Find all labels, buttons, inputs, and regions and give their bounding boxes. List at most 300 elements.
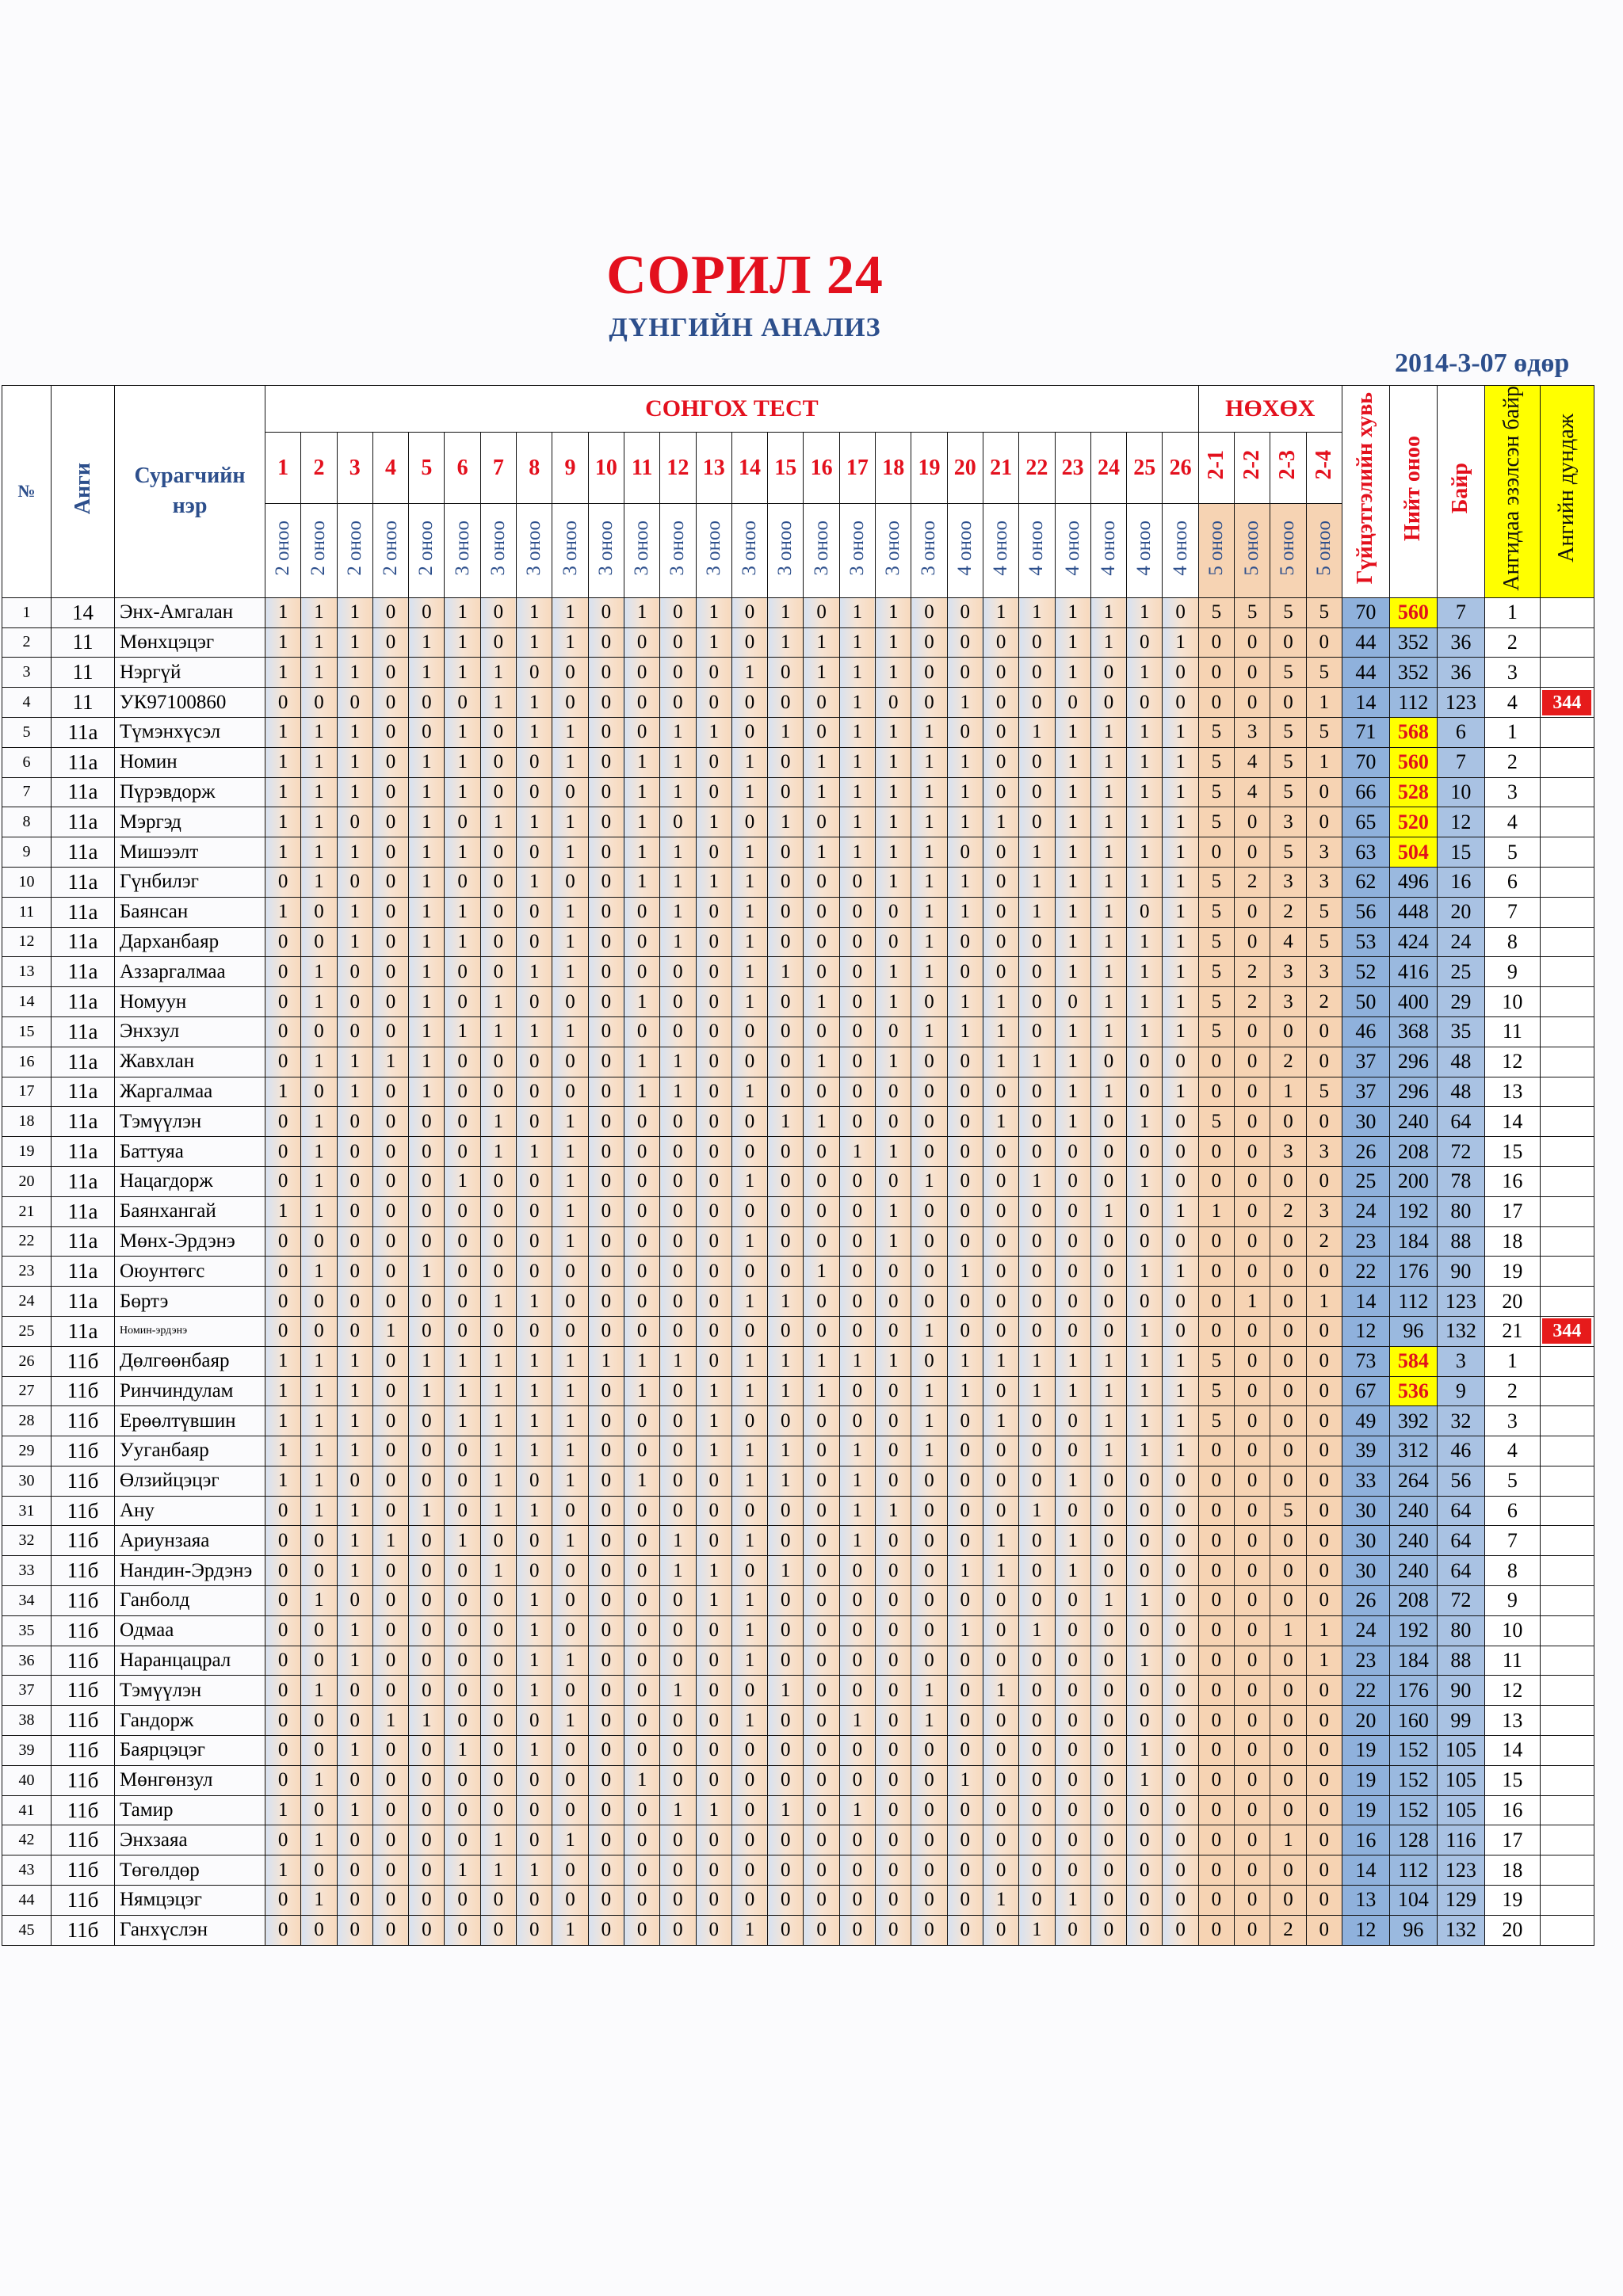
answer-cell: 1 [911,777,947,807]
student-name: Өлзийцэцэг [115,1466,265,1496]
answer-cell: 1 [1163,927,1198,957]
answer-cell: 1 [1055,658,1090,688]
class-avg-cell [1540,1706,1594,1736]
answer-cell: 1 [1127,658,1163,688]
answer-cell: 0 [1090,1226,1126,1257]
answer-cell: 1 [624,747,659,777]
answer-cell: 0 [372,1166,408,1196]
answer-cell: 1 [480,1346,516,1376]
rank-cell: 3 [1437,1346,1484,1376]
answer-cell: 1 [947,987,983,1017]
answer-cell: 0 [337,1137,372,1167]
answer-cell: 0 [624,1855,659,1886]
answer-cell: 1 [1163,1406,1198,1436]
answer-cell: 1 [517,1586,552,1616]
class-rank-cell: 3 [1484,777,1540,807]
class-avg-badge: 344 [1542,1318,1591,1344]
answer-cell: 0 [445,1077,480,1107]
answer-cell: 1 [445,1166,480,1196]
open-answer-cell: 0 [1235,688,1270,718]
answer-cell: 1 [445,597,480,627]
row-number: 38 [2,1706,52,1736]
answer-cell: 1 [265,807,301,837]
answer-cell: 0 [409,1137,445,1167]
total-cell: 208 [1389,1586,1437,1616]
answer-cell: 1 [1055,777,1090,807]
row-class: 11а [52,1196,115,1226]
rank-cell: 36 [1437,627,1484,658]
answer-cell: 0 [768,658,804,688]
answer-cell: 0 [804,1886,839,1916]
open-answer-cell: 0 [1198,1316,1234,1346]
answer-cell: 0 [409,1196,445,1226]
rank-cell: 64 [1437,1526,1484,1556]
answer-cell: 1 [1127,1646,1163,1676]
answer-cell: 1 [1090,867,1126,897]
answer-cell: 0 [839,1166,875,1196]
table-row [2,1825,1594,1855]
answer-cell: 1 [337,1615,372,1646]
answer-cell: 0 [660,688,696,718]
answer-cell: 1 [1055,597,1090,627]
table-row [2,1137,1594,1167]
answer-cell: 1 [696,807,731,837]
answer-cell: 1 [265,1855,301,1886]
answer-cell: 0 [768,987,804,1017]
answer-cell: 0 [1090,658,1126,688]
percent-cell: 30 [1342,1107,1389,1137]
answer-cell: 0 [696,1196,731,1226]
answer-cell: 1 [517,597,552,627]
answer-cell: 0 [983,1196,1018,1226]
answer-cell: 1 [947,747,983,777]
class-rank-cell: 6 [1484,867,1540,897]
open-answer-cell: 0 [1198,1795,1234,1825]
total-cell: 200 [1389,1166,1437,1196]
answer-cell: 0 [696,1346,731,1376]
answer-cell: 0 [480,1077,516,1107]
class-rank-cell: 18 [1484,1226,1540,1257]
answer-cell: 0 [983,627,1018,658]
answer-cell: 1 [983,1886,1018,1916]
answer-cell: 0 [1019,627,1055,658]
answer-cell: 0 [372,597,408,627]
answer-cell: 0 [696,927,731,957]
answer-cell: 0 [947,627,983,658]
table-row [2,1586,1594,1616]
student-name: Жавхлан [115,1047,265,1077]
answer-cell: 1 [1019,1915,1055,1945]
answer-cell: 0 [1090,1676,1126,1706]
student-name: Мөнхцэцэг [115,627,265,658]
class-avg-cell [1540,717,1594,747]
answer-cell: 0 [445,807,480,837]
answer-cell: 0 [983,1287,1018,1317]
percent-cell: 37 [1342,1047,1389,1077]
answer-cell: 0 [301,927,337,957]
answer-cell: 0 [409,1586,445,1616]
rank-cell: 105 [1437,1736,1484,1766]
test-points-label: 4 оноо [1097,520,1119,576]
answer-cell: 1 [839,747,875,777]
answer-cell: 0 [1127,1915,1163,1945]
answer-cell: 1 [552,1166,588,1196]
answer-cell: 0 [624,1825,659,1855]
test-points [839,504,875,598]
answer-cell: 0 [552,1586,588,1616]
percent-cell: 30 [1342,1496,1389,1526]
row-class: 11б [52,1406,115,1436]
open-answer-cell: 5 [1270,717,1306,747]
answer-cell: 1 [480,1376,516,1406]
row-number: 11 [2,897,52,927]
open-answer-cell: 0 [1306,1257,1342,1287]
table-row [2,1855,1594,1886]
class-rank-cell: 14 [1484,1736,1540,1766]
answer-cell: 0 [876,1077,911,1107]
answer-cell: 1 [696,1376,731,1406]
answer-cell: 0 [804,1406,839,1436]
answer-cell: 0 [1163,1706,1198,1736]
class-rank-cell: 16 [1484,1166,1540,1196]
class-avg-cell [1540,1166,1594,1196]
answer-cell: 0 [911,1077,947,1107]
answer-cell: 1 [911,927,947,957]
row-number: 35 [2,1615,52,1646]
row-class: 11 [52,627,115,658]
test-points [768,504,804,598]
answer-cell: 0 [588,747,624,777]
answer-cell: 0 [731,807,767,837]
answer-cell: 1 [1090,597,1126,627]
class-avg-cell [1540,1196,1594,1226]
answer-cell: 1 [1055,627,1090,658]
answer-cell: 0 [876,1556,911,1586]
answer-cell: 0 [947,1047,983,1077]
answer-cell: 0 [983,658,1018,688]
open-answer-cell: 0 [1270,1436,1306,1466]
answer-cell: 0 [265,1226,301,1257]
open-answer-cell: 0 [1306,1825,1342,1855]
answer-cell: 1 [1163,1436,1198,1466]
total-cell: 176 [1389,1676,1437,1706]
answer-cell: 0 [265,1137,301,1167]
answer-cell: 1 [839,1137,875,1167]
class-avg-cell [1540,807,1594,837]
answer-cell: 0 [983,1137,1018,1167]
answer-cell: 1 [552,1196,588,1226]
answer-cell: 0 [409,1406,445,1436]
percent-cell: 37 [1342,1077,1389,1107]
class-avg-cell [1540,1316,1594,1346]
open-answer-cell: 0 [1235,1316,1270,1346]
answer-cell: 1 [409,658,445,688]
table-row [2,1886,1594,1916]
test-points-label: 3 оноо [487,520,509,576]
answer-cell: 1 [588,1346,624,1376]
total-cell: 496 [1389,867,1437,897]
answer-cell: 0 [731,1855,767,1886]
answer-cell: 0 [660,1586,696,1616]
answer-cell: 0 [337,1706,372,1736]
answer-cell: 0 [911,1615,947,1646]
open-points [1235,504,1270,598]
answer-cell: 0 [804,717,839,747]
answer-cell: 0 [552,1496,588,1526]
answer-cell: 0 [1127,1047,1163,1077]
answer-cell: 0 [624,1436,659,1466]
test-points-label: 3 оноо [666,520,689,576]
row-number: 4 [2,688,52,718]
row-class: 11б [52,1736,115,1766]
answer-cell: 0 [1163,1736,1198,1766]
class-avg-cell [1540,1346,1594,1376]
answer-cell: 1 [768,627,804,658]
class-avg-cell [1540,1436,1594,1466]
answer-cell: 0 [372,1736,408,1766]
answer-cell: 0 [1163,688,1198,718]
answer-cell: 0 [947,1586,983,1616]
answer-cell: 1 [624,1077,659,1107]
total-cell: 264 [1389,1466,1437,1496]
answer-cell: 1 [947,897,983,927]
answer-cell: 0 [839,1615,875,1646]
class-avg-cell [1540,1556,1594,1586]
answer-cell: 0 [660,658,696,688]
student-name: Нацагдорж [115,1166,265,1196]
answer-cell: 0 [337,1765,372,1795]
answer-cell: 0 [517,1077,552,1107]
answer-cell: 0 [696,1646,731,1676]
header-no: № [2,386,52,598]
answer-cell: 1 [409,1016,445,1047]
percent-cell: 70 [1342,747,1389,777]
answer-cell: 0 [265,1915,301,1945]
answer-cell: 0 [1163,597,1198,627]
open-answer-cell: 0 [1198,658,1234,688]
answer-cell: 1 [517,1855,552,1886]
answer-cell: 0 [301,1855,337,1886]
rank-cell: 9 [1437,1376,1484,1406]
total-cell: 528 [1389,777,1437,807]
student-name: Ринчиндулам [115,1376,265,1406]
student-name: Ууганбаяр [115,1436,265,1466]
open-answer-cell: 0 [1235,658,1270,688]
answer-cell: 0 [731,1556,767,1586]
answer-cell: 1 [876,1496,911,1526]
open-answer-cell: 0 [1306,1556,1342,1586]
test-points-label: 3 оноо [918,520,940,576]
open-answer-cell: 1 [1235,1287,1270,1317]
test-points-label: 4 оноо [1025,520,1048,576]
answer-cell: 0 [696,1855,731,1886]
open-points [1270,504,1306,598]
answer-cell: 0 [911,1736,947,1766]
class-rank-cell: 17 [1484,1825,1540,1855]
row-class: 11а [52,1316,115,1346]
rank-cell: 29 [1437,987,1484,1017]
rank-cell: 88 [1437,1226,1484,1257]
class-avg-cell [1540,1496,1594,1526]
answer-cell: 0 [1127,1526,1163,1556]
test-points [552,504,588,598]
row-class: 11б [52,1676,115,1706]
percent-cell: 22 [1342,1257,1389,1287]
answer-cell: 1 [1090,747,1126,777]
answer-cell: 0 [1019,1257,1055,1287]
answer-cell: 1 [480,1496,516,1526]
answer-cell: 0 [947,1406,983,1436]
answer-cell: 0 [1127,1077,1163,1107]
answer-cell: 1 [911,1406,947,1436]
answer-cell: 0 [301,1736,337,1766]
open-answer-cell: 1 [1306,747,1342,777]
answer-cell: 1 [876,987,911,1017]
answer-cell: 0 [911,1287,947,1317]
answer-cell: 1 [983,1016,1018,1047]
answer-cell: 0 [552,1316,588,1346]
answer-cell: 0 [804,867,839,897]
answer-cell: 1 [301,1196,337,1226]
row-class: 11б [52,1855,115,1886]
answer-cell: 1 [1090,1346,1126,1376]
rank-cell: 32 [1437,1406,1484,1436]
row-number: 25 [2,1316,52,1346]
test-number-21: 21 [983,433,1018,504]
class-rank-cell: 11 [1484,1646,1540,1676]
answer-cell: 1 [839,658,875,688]
percent-cell: 24 [1342,1196,1389,1226]
answer-cell: 1 [552,927,588,957]
answer-cell: 0 [660,957,696,987]
rank-cell: 105 [1437,1765,1484,1795]
page-title: СОРИЛ 24 [606,245,884,306]
answer-cell: 0 [947,1646,983,1676]
answer-cell: 0 [1127,1676,1163,1706]
answer-cell: 1 [911,897,947,927]
answer-cell: 0 [301,1915,337,1945]
answer-cell: 0 [804,1736,839,1766]
answer-cell: 1 [337,1436,372,1466]
open-answer-cell: 1 [1306,1287,1342,1317]
answer-cell: 0 [1090,1706,1126,1736]
answer-cell: 1 [409,987,445,1017]
open-answer-cell: 0 [1235,1706,1270,1736]
answer-cell: 1 [480,1406,516,1436]
open-answer-cell: 0 [1306,1855,1342,1886]
percent-cell: 24 [1342,1615,1389,1646]
answer-cell: 0 [409,1526,445,1556]
answer-cell: 0 [372,1765,408,1795]
class-avg-cell [1540,1676,1594,1706]
open-answer-cell: 0 [1235,1346,1270,1376]
answer-cell: 0 [337,1825,372,1855]
answer-cell: 0 [876,1316,911,1346]
test-points-label: 4 оноо [990,520,1012,576]
answer-cell: 0 [624,1226,659,1257]
answer-cell: 0 [588,1646,624,1676]
answer-cell: 1 [1055,897,1090,927]
answer-cell: 1 [696,597,731,627]
open-answer-cell: 0 [1270,1287,1306,1317]
answer-cell: 1 [409,1346,445,1376]
answer-cell: 0 [445,1137,480,1167]
answer-cell: 1 [480,1436,516,1466]
class-avg-cell [1540,867,1594,897]
answer-cell: 0 [983,777,1018,807]
rank-cell: 80 [1437,1615,1484,1646]
class-rank-cell: 2 [1484,627,1540,658]
answer-cell: 0 [480,1886,516,1916]
answer-cell: 0 [265,927,301,957]
answer-cell: 0 [480,867,516,897]
answer-cell: 0 [947,1706,983,1736]
table-row [2,1496,1594,1526]
open-answer-cell: 0 [1270,1376,1306,1406]
answer-cell: 0 [265,1586,301,1616]
table-row [2,1466,1594,1496]
answer-cell: 0 [911,1825,947,1855]
answer-cell: 1 [265,658,301,688]
results-table [2,385,1594,1946]
answer-cell: 0 [876,1615,911,1646]
answer-cell: 0 [660,1257,696,1287]
class-avg-cell [1540,1765,1594,1795]
answer-cell: 1 [409,777,445,807]
answer-cell: 0 [372,1886,408,1916]
answer-cell: 0 [731,597,767,627]
answer-cell: 0 [660,1825,696,1855]
answer-cell: 1 [301,867,337,897]
answer-cell: 0 [372,1257,408,1287]
answer-cell: 0 [911,597,947,627]
answer-cell: 0 [1019,1795,1055,1825]
answer-cell: 1 [301,627,337,658]
answer-cell: 0 [768,688,804,718]
answer-cell: 1 [983,987,1018,1017]
answer-cell: 1 [1163,807,1198,837]
answer-cell: 1 [301,1047,337,1077]
answer-cell: 0 [1019,1526,1055,1556]
answer-cell: 0 [768,747,804,777]
answer-cell: 1 [731,1915,767,1945]
answer-cell: 0 [696,1526,731,1556]
answer-cell: 0 [804,1706,839,1736]
table-row [2,1676,1594,1706]
answer-cell: 0 [1127,1137,1163,1167]
answer-cell: 0 [696,688,731,718]
answer-cell: 0 [301,1316,337,1346]
answer-cell: 0 [372,957,408,987]
answer-cell: 1 [337,1736,372,1766]
answer-cell: 0 [804,1676,839,1706]
open-answer-cell: 0 [1198,1586,1234,1616]
answer-cell: 1 [1019,597,1055,627]
percent-cell: 20 [1342,1706,1389,1736]
open-answer-cell: 0 [1306,777,1342,807]
open-answer-cell: 4 [1235,777,1270,807]
answer-cell: 1 [409,897,445,927]
open-answer-cell: 0 [1270,1346,1306,1376]
answer-cell: 0 [265,1556,301,1586]
table-row [2,1765,1594,1795]
answer-cell: 0 [372,1676,408,1706]
answer-cell: 1 [1127,957,1163,987]
answer-cell: 1 [517,807,552,837]
answer-cell: 0 [804,1556,839,1586]
answer-cell: 1 [1019,897,1055,927]
answer-cell: 1 [337,1077,372,1107]
